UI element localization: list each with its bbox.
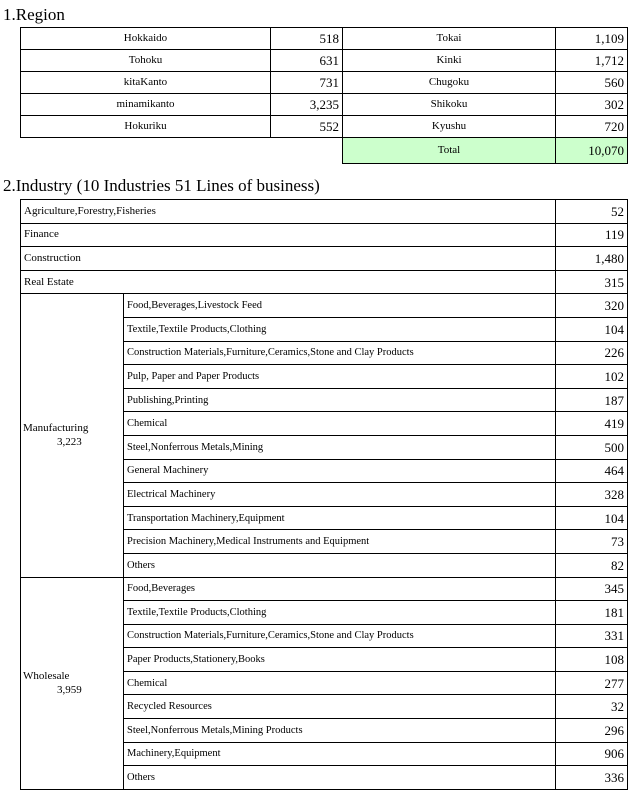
line-of-business-name: Pulp, Paper and Paper Products xyxy=(124,365,556,389)
line-of-business-name: Steel,Nonferrous Metals,Mining xyxy=(124,435,556,459)
region-row xyxy=(21,50,343,72)
line-of-business-name: Textile,Textile Products,Clothing xyxy=(124,317,556,341)
region-row xyxy=(343,116,628,138)
region-value: 518 xyxy=(271,28,343,50)
region-value: 560 xyxy=(556,72,628,94)
line-of-business-value: 320 xyxy=(556,294,628,318)
line-of-business-name: Precision Machinery,Medical Instruments and Equipment xyxy=(124,530,556,554)
region-table-right xyxy=(342,27,628,164)
line-of-business-name: Chemical xyxy=(124,412,556,436)
region-name: kitaKanto xyxy=(21,72,271,94)
line-of-business-value: 336 xyxy=(556,766,628,790)
industry-name: Agriculture,Forestry,Fisheries xyxy=(21,200,556,224)
line-of-business-name: General Machinery xyxy=(124,459,556,483)
industry-value: 119 xyxy=(556,223,628,247)
line-of-business-value: 419 xyxy=(556,412,628,436)
line-of-business-value: 328 xyxy=(556,483,628,507)
line-of-business-name: Others xyxy=(124,766,556,790)
line-of-business-name: Food,Beverages xyxy=(124,577,556,601)
region-total-row xyxy=(343,138,628,164)
line-of-business-value: 104 xyxy=(556,506,628,530)
line-of-business-name: Steel,Nonferrous Metals,Mining Products xyxy=(124,719,556,743)
industry-row xyxy=(21,200,628,224)
region-value: 1,109 xyxy=(556,28,628,50)
region-name: Hokkaido xyxy=(21,28,271,50)
region-total-label: Total xyxy=(343,138,556,164)
line-of-business-name: Construction Materials,Furniture,Ceramics,Stone and Clay Products xyxy=(124,624,556,648)
manufacturing-group-total: 3,223 xyxy=(57,436,82,449)
line-of-business-name: Recycled Resources xyxy=(124,695,556,719)
region-name: minamikanto xyxy=(21,94,271,116)
line-of-business-value: 108 xyxy=(556,648,628,672)
manufacturing-line-row xyxy=(21,294,628,318)
line-of-business-name: Publishing,Printing xyxy=(124,388,556,412)
region-row xyxy=(343,94,628,116)
line-of-business-value: 226 xyxy=(556,341,628,365)
region-row xyxy=(343,72,628,94)
region-row xyxy=(343,28,628,50)
line-of-business-value: 82 xyxy=(556,553,628,577)
region-value: 720 xyxy=(556,116,628,138)
line-of-business-name: Others xyxy=(124,553,556,577)
wholesale-line-row xyxy=(21,577,628,601)
industry-value: 52 xyxy=(556,200,628,224)
region-heading: 1.Region xyxy=(3,5,65,24)
region-row xyxy=(21,72,343,94)
region-value: 302 xyxy=(556,94,628,116)
region-row xyxy=(343,50,628,72)
manufacturing-group-name: Manufacturing xyxy=(23,422,89,435)
line-of-business-name: Food,Beverages,Livestock Feed xyxy=(124,294,556,318)
manufacturing-group-cell xyxy=(21,294,124,577)
region-table-left xyxy=(20,27,343,138)
region-value: 552 xyxy=(271,116,343,138)
wholesale-group-cell xyxy=(21,577,124,789)
line-of-business-value: 296 xyxy=(556,719,628,743)
region-name: Tohoku xyxy=(21,50,271,72)
region-value: 3,235 xyxy=(271,94,343,116)
line-of-business-value: 906 xyxy=(556,742,628,766)
line-of-business-value: 73 xyxy=(556,530,628,554)
region-row xyxy=(21,116,343,138)
industry-name: Construction xyxy=(21,247,556,271)
line-of-business-value: 345 xyxy=(556,577,628,601)
line-of-business-name: Textile,Textile Products,Clothing xyxy=(124,601,556,625)
region-row xyxy=(21,28,343,50)
region-row xyxy=(21,94,343,116)
line-of-business-name: Machinery,Equipment xyxy=(124,742,556,766)
line-of-business-name: Construction Materials,Furniture,Ceramics,Stone and Clay Products xyxy=(124,341,556,365)
industry-row xyxy=(21,223,628,247)
region-name: Kinki xyxy=(343,50,556,72)
region-name: Shikoku xyxy=(343,94,556,116)
line-of-business-name: Paper Products,Stationery,Books xyxy=(124,648,556,672)
industry-name: Finance xyxy=(21,223,556,247)
industry-heading: 2.Industry (10 Industries 51 Lines of business) xyxy=(3,176,320,195)
region-name: Hokuriku xyxy=(21,116,271,138)
line-of-business-value: 277 xyxy=(556,671,628,695)
wholesale-group-name: Wholesale xyxy=(23,670,70,683)
region-value: 731 xyxy=(271,72,343,94)
industry-name: Real Estate xyxy=(21,270,556,294)
region-value: 631 xyxy=(271,50,343,72)
line-of-business-name: Chemical xyxy=(124,671,556,695)
region-value: 1,712 xyxy=(556,50,628,72)
industry-table xyxy=(20,199,628,790)
line-of-business-value: 104 xyxy=(556,317,628,341)
line-of-business-value: 187 xyxy=(556,388,628,412)
region-total-value: 10,070 xyxy=(556,138,628,164)
line-of-business-value: 331 xyxy=(556,624,628,648)
line-of-business-name: Transportation Machinery,Equipment xyxy=(124,506,556,530)
industry-value: 1,480 xyxy=(556,247,628,271)
line-of-business-value: 500 xyxy=(556,435,628,459)
line-of-business-value: 464 xyxy=(556,459,628,483)
line-of-business-name: Electrical Machinery xyxy=(124,483,556,507)
region-name: Chugoku xyxy=(343,72,556,94)
region-name: Tokai xyxy=(343,28,556,50)
line-of-business-value: 102 xyxy=(556,365,628,389)
industry-row xyxy=(21,270,628,294)
wholesale-group-total: 3,959 xyxy=(57,684,82,697)
region-name: Kyushu xyxy=(343,116,556,138)
line-of-business-value: 181 xyxy=(556,601,628,625)
industry-row xyxy=(21,247,628,271)
line-of-business-value: 32 xyxy=(556,695,628,719)
industry-value: 315 xyxy=(556,270,628,294)
